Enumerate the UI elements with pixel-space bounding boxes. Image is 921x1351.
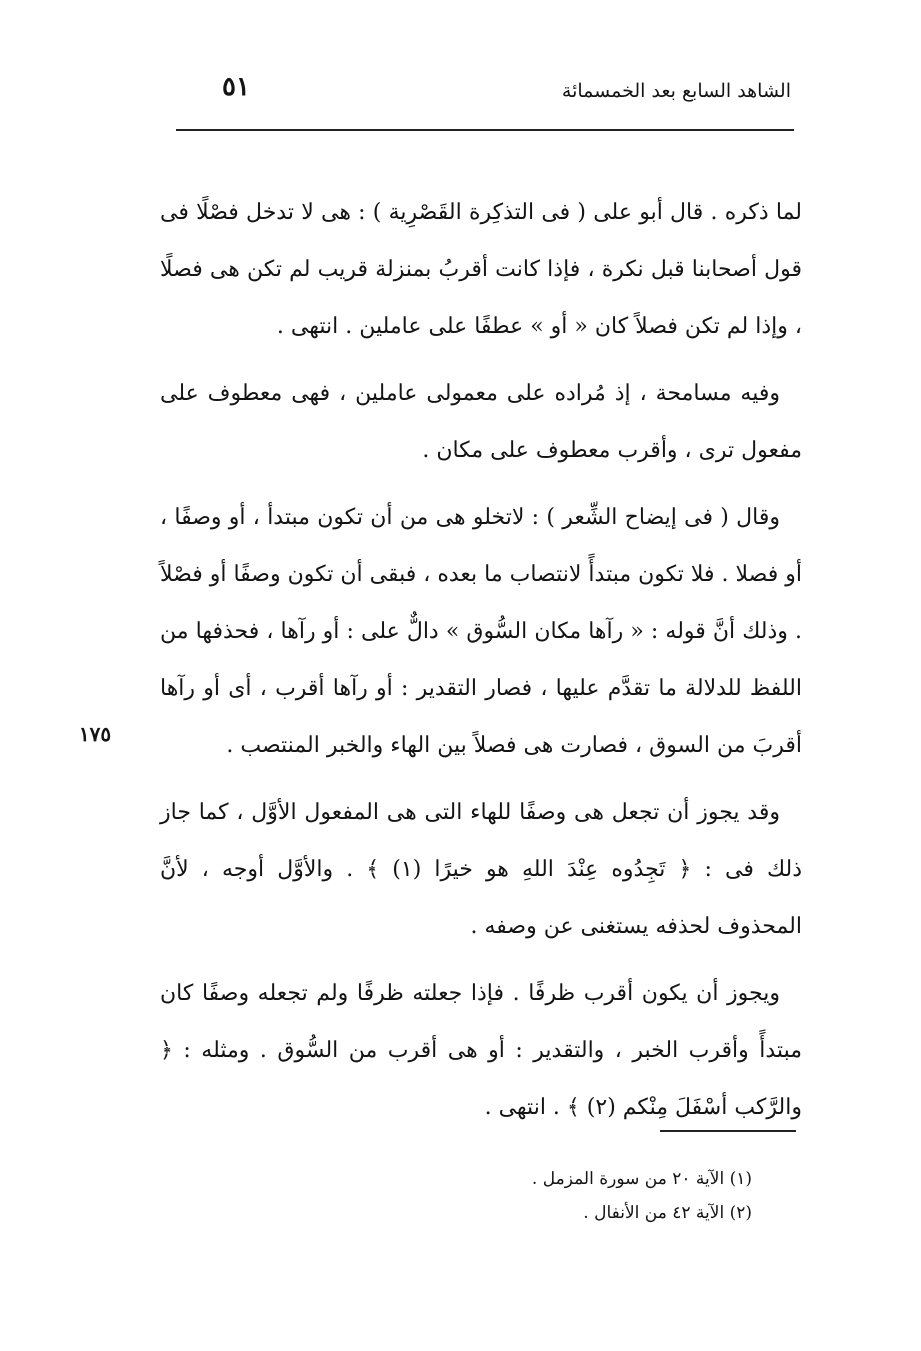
footnotes — [420, 1162, 752, 1230]
paragraph-4: وقد يجوز أن تجعل هى وصفًا للهاء التى هى المفعول الأوَّل ، كما جاز ذلك فى : ﴿ تَجِدُوه عِنْدَ اللهِ هو خيرًا (١) ﴾ . والأوَّل أوجه ، لأنَّ المحذوف لحذفه يستغنى عن وصفه . — [160, 800, 802, 939]
header-divider — [176, 129, 794, 131]
paragraph-1: لما ذكره . قال أبو على ( فى التذكِرة القَصْرِية ) : هى لا تدخل فصْلًا فى قول أصحابنا قبل نكرة ، فإذا كانت أقربُ بمنزلة قريب لم تكن هى فصلًا ، وإذا لم تكن فصلاً كان « أو » عطفًا على عاملين . انتهى . — [160, 200, 802, 339]
paragraph-2: وفيه مسامحة ، إذ مُراده على معمولى عاملين ، فهى معطوف على مفعول ترى ، وأقرب معطوف على مكان . — [160, 381, 802, 463]
margin-page-reference: ١٧٥ — [78, 722, 112, 746]
running-title: الشاهد السابع بعد الخمسمائة — [561, 80, 791, 102]
paragraph-3: وقال ( فى إيضاح الشِّعر ) : لاتخلو هى من أن تكون مبتدأ ، أو وصفًا ، أو فصلا . فلا تكون مبتدأً لانتصاب ما بعده ، فبقى أن تكون وصفًا أو فصْلاً . وذلك أنَّ قوله : « رآها مكان السُّوق » دالٌّ على : أو رآها ، فحذفها من اللفظ للدلالة ما تقدَّم عليها ، فصار التقدير : أو رآها أقرب ، أى أو رآها أقربَ من السوق ، فصارت هى فصلاً بين الهاء والخبر المنتصب . — [160, 505, 802, 758]
main-text — [160, 184, 802, 1146]
footnote-2: (٢) الآية ٤٢ من الأنفال . — [583, 1203, 752, 1223]
page-number: ٥١ — [222, 72, 250, 102]
footnote-divider — [660, 1130, 796, 1132]
footnote-1: (١) الآية ٢٠ من سورة المزمل . — [531, 1169, 752, 1189]
paragraph-5: ويجوز أن يكون أقرب ظرفًا . فإذا جعلته ظرفًا ولم تجعله وصفًا كان مبتدأً وأقرب الخبر ، والتقدير : أو هى أقرب من السُّوق . ومثله : ﴿ والرَّكب أسْفَلَ مِنْكم (٢) ﴾ . انتهى . — [160, 981, 802, 1120]
